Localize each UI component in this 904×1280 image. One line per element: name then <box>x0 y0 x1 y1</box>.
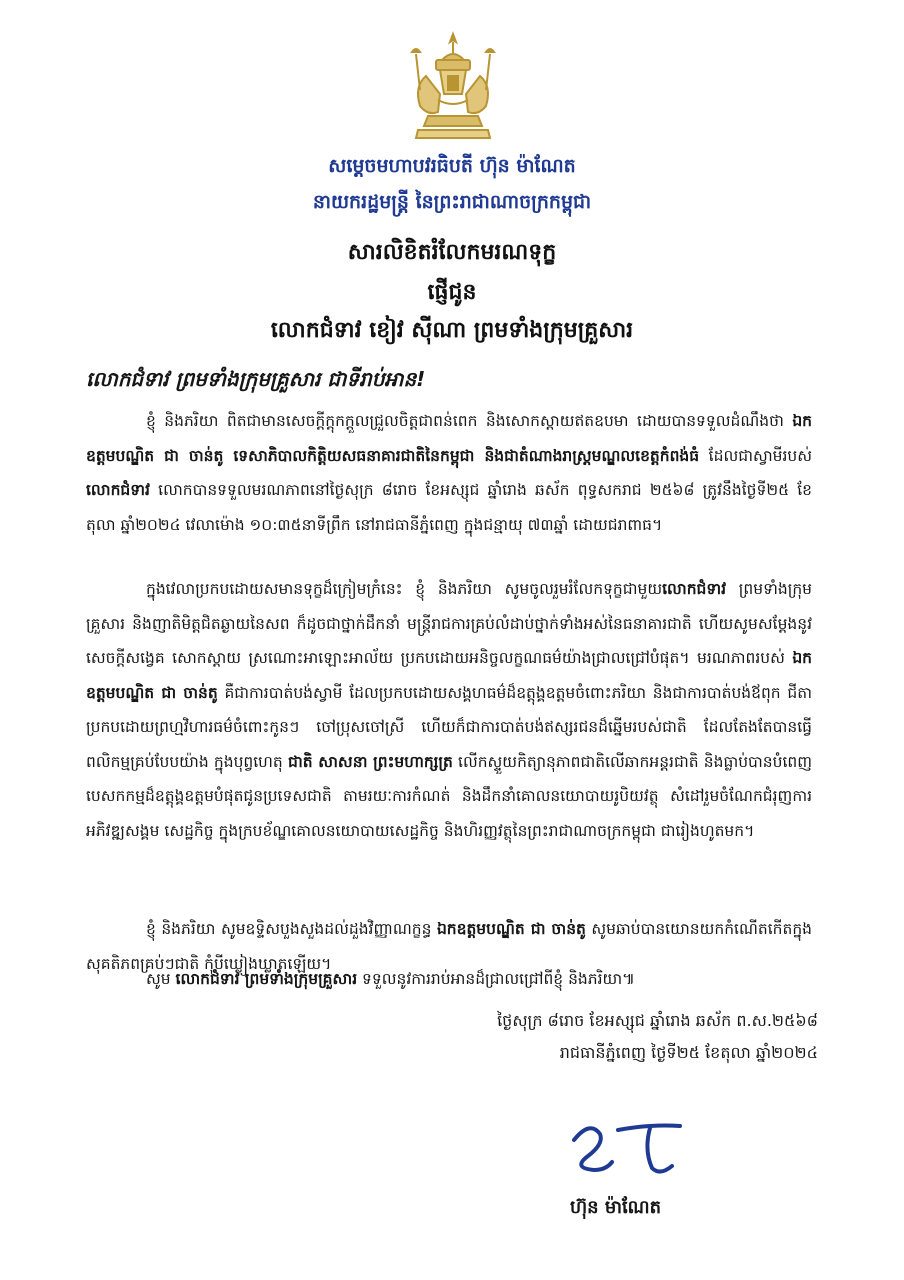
paragraph-1-text-a: ខ្ញុំ និងភរិយា ពិតជាមានសេចក្ដីក្ដុកក្ដួលជ្រួលចិត្តជាពន់ពេក និងសោកស្ដាយឥតឧបមា ដោយបានទទួលដំណឹងថា <box>146 412 793 430</box>
signature-mark <box>560 1110 710 1182</box>
paragraph-1-bold-a: ឯកឧត្តមបណ្ឌិត ជា ចាន់តូ ទេសាភិបាលកិត្តិយសធនាគារជាតិនៃកម្ពុជា និងជាតំណាងរាស្ត្រមណ្ឌលខេត្តកំពង់ធំ <box>86 412 812 465</box>
closing-text-a: សូម <box>146 970 176 988</box>
paragraph-2-text-d: លើកស្ទួយកិត្យានុភាពជាតិលើឆាកអន្តរជាតិ និងធ្លាប់បានបំពេញបេសកកម្មដ៏ឧត្តុង្គឧត្តមបំផុតជូនប្រទេសជាតិ តាមរយៈការកំណត់ និងដឹកនាំគោលនយោបាយរូបិយវត្ថុ សំដៅរួមចំណែកជំរុញការអភិវឌ្ឍសង្គម សេដ្ឋកិច្ច ក្នុងក្របខ័ណ្ឌគោលនយោបាយសេដ្ឋកិច្ច និងហិរញ្ញវត្ថុនៃព្រះរាជាណាចក្រកម្ពុជា ជារៀងហូតមក។ <box>86 752 812 840</box>
letter-title: សារលិខិតរំលែកមរណទុក្ខ <box>347 240 557 265</box>
paragraph-1-text-c: លោកបានទទួលមរណភាពនៅថ្ងៃសុក្រ ៨រោច ខែអស្សុជ ឆ្នាំរោង ឆស័ក ពុទ្ធសករាជ ២៥៦៨ ត្រូវនឹងថ្ងៃទី២៥ ខែតុលា ឆ្នាំ២០២៤ វេលាម៉ោង ១០:៣៥នាទីព្រឹក នៅរាជធានីភ្នំពេញ ក្នុងជន្មាយុ ៧៣ឆ្នាំ ដោយជរាពាធ។ <box>86 481 812 534</box>
signer-name: ហ៊ុន ម៉ាណែត <box>570 1197 662 1218</box>
paragraph-3-text-a: ខ្ញុំ និងភរិយា សូមឧទ្ទិសបួងសួងដល់ដួងវិញ្ញាណក្ខន្ធ <box>146 920 437 938</box>
paragraph-1-text-b: ដែលជាស្វាមីរបស់ <box>699 446 812 465</box>
paragraph-2-bold-a: លោកជំទាវ <box>662 580 727 598</box>
date-solar: រាជធានីភ្នំពេញ ថ្ងៃទី២៥ ខែតុលា ឆ្នាំ២០២៤ <box>559 1043 818 1062</box>
paragraph-2-text-a: ក្នុងវេលាប្រកបដោយសមានទុក្ខដ៏ក្រៀមក្រំនេះ ខ្ញុំ និងភរិយា សូមចូលរួមរំលែកទុក្ខជាមួយ <box>146 580 663 598</box>
paragraph-1-bold-b: លោកជំទាវ <box>86 481 150 499</box>
letter-subtitle: ផ្ញើជូន <box>427 280 477 305</box>
closing-line <box>86 962 826 997</box>
paragraph-3-bold-a: ឯកឧត្តមបណ្ឌិត ជា ចាន់តូ <box>436 920 586 938</box>
closing-bold: លោកជំទាវ ព្រមទាំងក្រុមគ្រួសារ <box>175 970 358 988</box>
paragraph-2-bold-c: ជាតិ សាសនា ព្រះមហាក្សត្រ <box>287 752 453 771</box>
paragraph-3-text-b: សូមឆាប់បានយោនយកកំណើតកើតក្នុងសុគតិភពគ្រប់ៗជាតិ កុំបីឃ្លៀងឃ្លាតឡើយ។ <box>86 920 812 973</box>
date-lunar: ថ្ងៃសុក្រ ៨រោច ខែអស្សុជ ឆ្នាំរោង ឆស័ក ព.ស.២៥៦៨ <box>497 1011 818 1030</box>
royal-coat-of-arms-icon <box>398 30 508 142</box>
paragraph-2 <box>86 572 812 848</box>
letter-recipient: លោកជំទាវ ខៀវ ស៊ីណា ព្រមទាំងក្រុមគ្រួសារ <box>270 318 634 343</box>
paragraph-2-text-b: ព្រមទាំងក្រុមគ្រួសារ និងញាតិមិត្តជិតឆ្ងាយនៃសព ក៏ដូចជាថ្នាក់ដឹកនាំ មន្ត្រីរាជការគ្រប់លំដាប់ថ្នាក់ទាំងអស់នៃធនាគារជាតិ ហើយសូមសម្ដែងនូវសេចក្ដីសង្វេគ សោកស្ដាយ ស្រណោះអាឡោះអាល័យ ប្រកបដោយអនិច្ចលក្ខណធម៌យ៉ាងជ្រាលជ្រៅបំផុត។ មរណភាពរបស់ <box>86 580 812 667</box>
paragraph-2-bold-b: ឯកឧត្តមបណ្ឌិត ជា ចាន់តូ <box>86 649 812 702</box>
salutation: លោកជំទាវ ព្រមទាំងក្រុមគ្រួសារ ជាទីរាប់អាន! <box>86 367 426 391</box>
author-position: នាយករដ្ឋមន្ត្រី នៃព្រះរាជាណាចក្រកម្ពុជា <box>312 191 592 213</box>
paragraph-2-text-c: គឺជាការបាត់បង់ស្វាមី ដែលប្រកបដោយសង្គហធម៌ដ៏ឧត្តុង្គឧត្តមចំពោះភរិយា និងជាការបាត់បង់ឪពុក ជីតា ប្រកបដោយព្រហ្មវិហារធម៌ចំពោះកូនៗ ចៅប្រុសចៅស្រី ហើយក៏ជាការបាត់បង់ឥស្សរជនដ៏ឆ្នើមរបស់ជាតិ ដែលតែងតែបានធ្វើពលិកម្មគ្រប់បែបយ៉ាង ក្នុងបុព្វហេតុ <box>86 683 812 771</box>
author-name: សម្ដេចមហាបវរធិបតី ហ៊ុន ម៉ាណែត <box>328 155 576 177</box>
paragraph-1 <box>86 404 812 542</box>
closing-text-b: ទទួលនូវការរាប់អានដ៏ជ្រាលជ្រៅពីខ្ញុំ និងភរិយា៕ <box>357 970 636 988</box>
